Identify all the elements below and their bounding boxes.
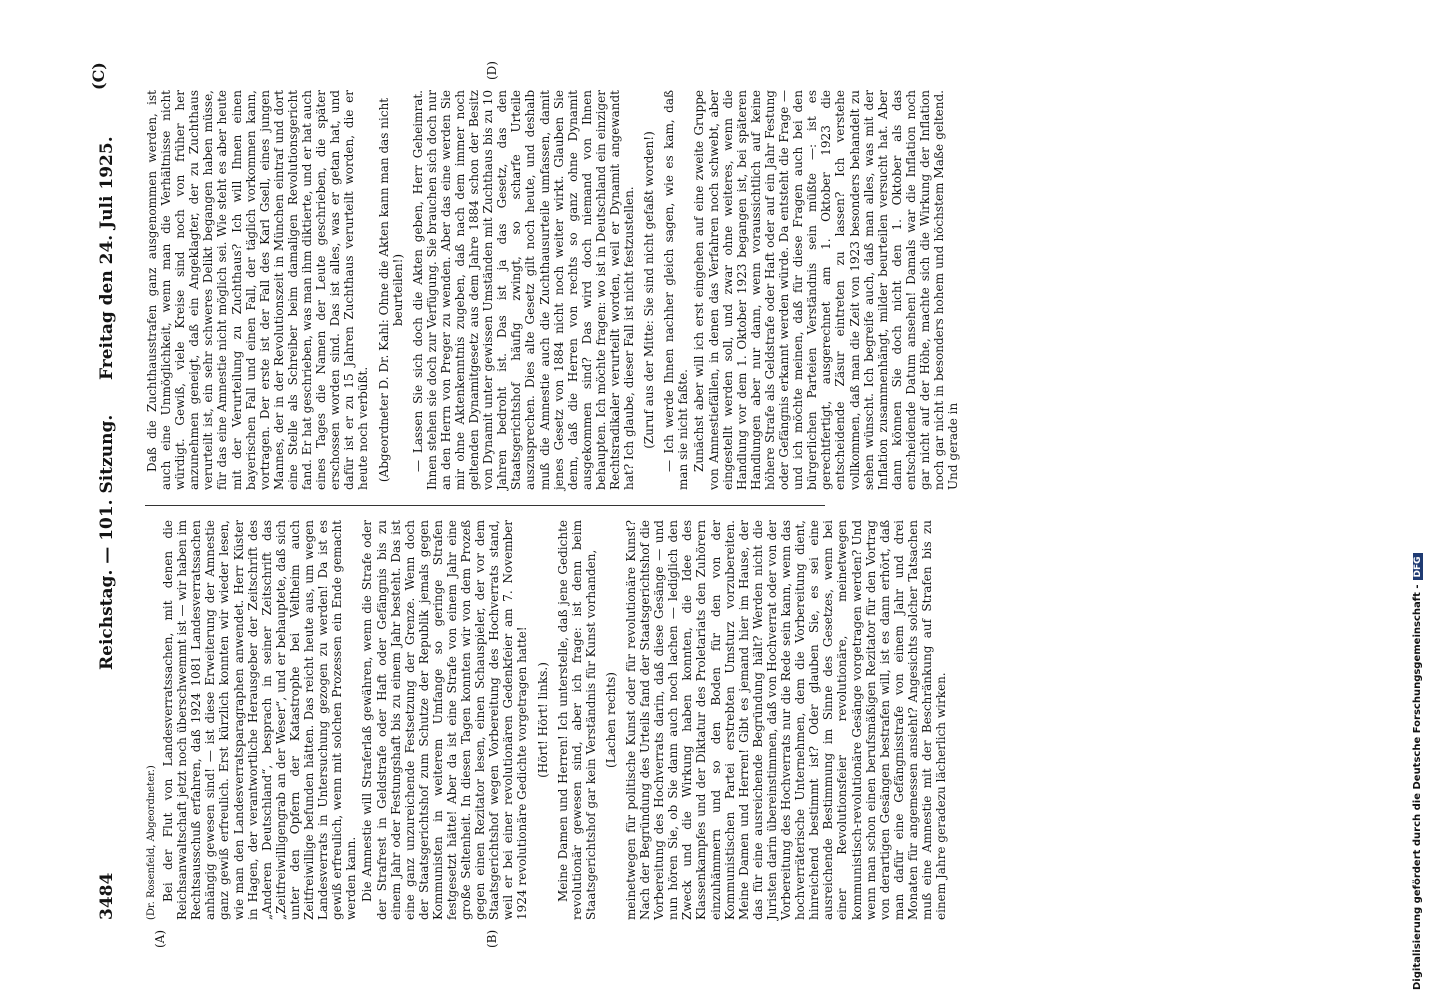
credit-text: Digitalisierung gefördert durch die Deutsche Forschungsgemeinschaft - [1412,584,1423,990]
paragraph: Bei der Flut von Landesverratssachen, mit denen die Reichsanwaltschaft jetzt noch überschwemmt ist — wir haben im Rechtsausschuß erfahren, daß 1924 1081 Landesverratssachen anhängig gewesen sind! — ist diese Erweiterung der Amnestie ganz gewiß erfreulich. Erst kürzlich konnten wir wieder lesen, wie man den Landesverratsparagraphen anwendet. Herr Küster in Hagen, der verantwortliche Herausgeber der Zeitschrift des „Anderen Deutschland“, besprach in seiner Zeitschrift das „Zeitfreiwilligengrab an der Weser“, und er behauptete, daß sich unter den Opfern der Katastrophe bei Veltheim auch Zeitfreiwillige befunden hätten. Das reicht heute aus, um wegen Landesverrats in Untersuchung gezogen zu werden! Da ist es gewiß erfreulich, wenn mit solchen Prozessen ein Ende gemacht werden kann. [161,520,359,920]
left-text-column [145,520,949,920]
paragraph: — Ich werde Ihnen nachher gleich sagen, wie es kam, daß man sie nicht faßte. [662,90,691,490]
page-number: 3484 [97,872,117,920]
paragraph: Meine Damen und Herren! Ich unterstelle, daß jene Gedichte revolutionär gewesen sind, aber ich frage: ist denn beim Staatsgerichtshof gar kein Verständnis für Kunst vorhanden, [555,520,598,920]
margin-mark-b: (B) [485,929,499,948]
column-divider [145,505,825,506]
rotated-document-page [85,60,961,948]
margin-mark-c: (C) [89,62,108,90]
speaker-line: (Dr. Rosenfeld, Abgeordneter.) [146,765,157,920]
dfg-logo: DFG [1413,553,1423,580]
interjection: (Hört! Hört! links.) [535,662,550,778]
paragraph: Zunächst aber will ich erst eingehen auf eine zweite Gruppe von Amnestiefällen, in denen das Verfahren noch schwebt, aber eingestellt werden soll, und zwar ohne weiteres, wenn die Handlung vor dem 1. Oktober 1923 begangen ist, bei späteren Handlungen aber nur dann, wenn voraussichtlich auf keine höhere Strafe als Geldstrafe oder Haft oder auf ein Jahr Festung oder Gefängnis erkannt werden würde. Da entsteht die Frage — und ich möchte meinen, daß für diese Fragen auch bei den bürgerlichen Parteien Verständnis sein müßte —: ist es gerechtfertigt, ausgerechnet am 1. Oktober 1923 die entscheidende Zäsur eintreten zu lassen? Ich verstehe vollkommen, daß man die Zeit von 1923 besonders behandelt zu sehen wünscht. Ich begreife auch, daß man alles, was mit der Inflation zusammenhängt, milder beurteilen versucht hat. Aber dann können Sie doch nicht den 1. Oktober als das entscheidende Datum ansehen! Damals war die Inflation noch gar nicht auf der Höhe, machte sich die Wirkung der Inflation noch gar nicht in besonders hohem und höchstem Maße geltend. Und gerade in [692,90,961,490]
margin-mark-a: (A) [153,929,167,948]
interjection: (Zuruf aus der Mitte: Sie sind nicht gefaßt worden!) [642,131,657,449]
right-text-column [145,90,961,490]
interjection: (Lachen rechts) [603,672,618,768]
page-header [85,60,125,920]
session-date: Freitag den 24. Juli 1925. [97,136,117,380]
paragraph: — Lassen Sie sich doch die Akten geben, Herr Geheimrat. Ihnen stehen sie doch zur Verfügung. Sie brauchen sich doch nur an den Herrn von Preger zu wenden. Aber das eine werden Sie mir ohne Aktenkenntnis zugeben, daß nach dem immer noch geltenden Dynamitgesetz aus dem Jahre 1884 schon der Besitz von Dynamit unter gewissen Umständen mit Zuchthaus bis zu 10 Jahren bedroht ist. Das ist ja das Gesetz, das den Staatsgerichtshof häufig zwingt, so scharfe Urteile auszusprechen. Dies alte Gesetz gilt noch heute, und deshalb muß die Amnestie auch die Zuchthausurteile umfassen, damit jenes Gesetz von 1884 nicht noch weiter wirkt. Glauben Sie denn, daß die Herren von rechts so ganz ohne Dynamit ausgekommen sind? Das wird doch niemand von Ihnen behaupten. Ich möchte fragen: wo ist in Deutschland ein einziger Rechtsradikaler verurteilt worden, weil er Dynamit angewandt hat? Ich glaube, dieser Fall ist nicht festzustellen. [410,90,637,490]
paragraph: Die Amnestie will Straferlaß gewähren, wenn die Strafe oder der Strafrest in Geldstrafe oder Haft oder Gefängnis bis zu einem Jahr oder Festungshaft bis zu einem Jahr besteht. Das ist eine ganz unzureichende Festsetzung der Grenze. Wenn doch der Staatsgerichtshof zum Schutze der Republik jemals gegen Kommunisten in weiterem Umfange so geringe Strafen festgesetzt hätte! Aber da ist eine Strafe von einem Jahr eine große Seltenheit. In diesen Tagen konnten wir von dem Prozeß gegen einen Rezitator lesen, einen Schauspieler, der vor dem Staatsgerichtshof wegen Vorbereitung des Hochverrats stand, weil er bei einer revolutionären Gedenkfeier am 7. November 1924 revolutionäre Gedichte vorgetragen hatte! [360,520,530,920]
session-title: Reichstag. — 101. Sitzung. [97,414,117,670]
paragraph: Daß die Zuchthausstrafen ganz ausgenommen werden, ist auch eine Unmöglichkeit, wenn man die Verhältnisse nicht würdigt. Gewiß, viele Kreise sind noch von früher her anzunehmen geneigt, daß ein Angeklagter, der zu Zuchthaus verurteilt ist, ein sehr schweres Delikt begangen haben müsse, für das eine Amnestie nicht möglich sei. Wie steht es aber heute mit der Verurteilung zu Zuchthaus? Ich will Ihnen einen bayerischen Fall und einen Fall, der täglich vorkommen kann, vortragen. Der erste ist der Fall des Karl Gsell, eines jungen Mannes, der in der Revolutionszeit in München eintraf und dort eine Stelle als Schreiber beim damaligen Revolutionsgericht fand. Er hat geschrieben, was man ihm diktierte, und er hat auch eines Tages die Namen der Leute geschrieben, die später erschossen worden sind. Das ist alles, was er getan hat, und dafür ist er zu 15 Jahren Zuchthaus verurteilt worden, die er heute noch verbüßt. [145,90,371,490]
interjection: (Abgeordneter D. Dr. Kahl: Ohne die Akten kann man das nicht beurteilen!) [376,97,405,483]
margin-mark-d: (D) [485,61,499,80]
digitization-credit [1412,10,1430,990]
paragraph: meinetwegen für politische Kunst oder für revolutionäre Kunst? Nach der Begründung des Urteils fand der Staatsgerichtshof die Vorbereitung des Hochverrats darin, daß diese Gesänge — und nun hören Sie, ob Sie dann auch noch lachen — lediglich den Zweck und die Wirkung haben konnten, die Idee des Klassenkampfes und der Diktatur des Proletariats den Zuhörern einzuhämmern und so den Boden für den von der Kommunistischen Partei erstrebten Umsturz vorzubereiten. Meine Damen und Herren! Gibt es jemand hier im Hause, der das für eine ausreichende Begründung hält? Werden nicht die Juristen darin übereinstimmen, daß von Hochverrat oder von der Vorbereitung des Hochverrats nur die Rede sein kann, wenn das hochverräterische Unternehmen, dem die Vorbereitung dient, hinreichend bestimmt ist? Oder glauben Sie, es sei eine ausreichende Bestimmung im Sinne des Gesetzes, wenn bei einer Revolutionsfeier revolutionäre, meinetwegen kommunistisch-revolutionäre Gesänge vorgetragen werden? Und wenn man schon einen berufsmäßigen Rezitator für den Vortrag von derartigen Gesängen bestrafen will, ist es dann erhört, daß man dafür eine Gefängnisstrafe von einem Jahr und drei Monaten für angemessen ansieht? Angesichts solcher Tatsachen muß eine Amnestie mit der Beschränkung auf Strafen bis zu einem Jahre geradezu lächerlich wirken. [624,520,949,920]
